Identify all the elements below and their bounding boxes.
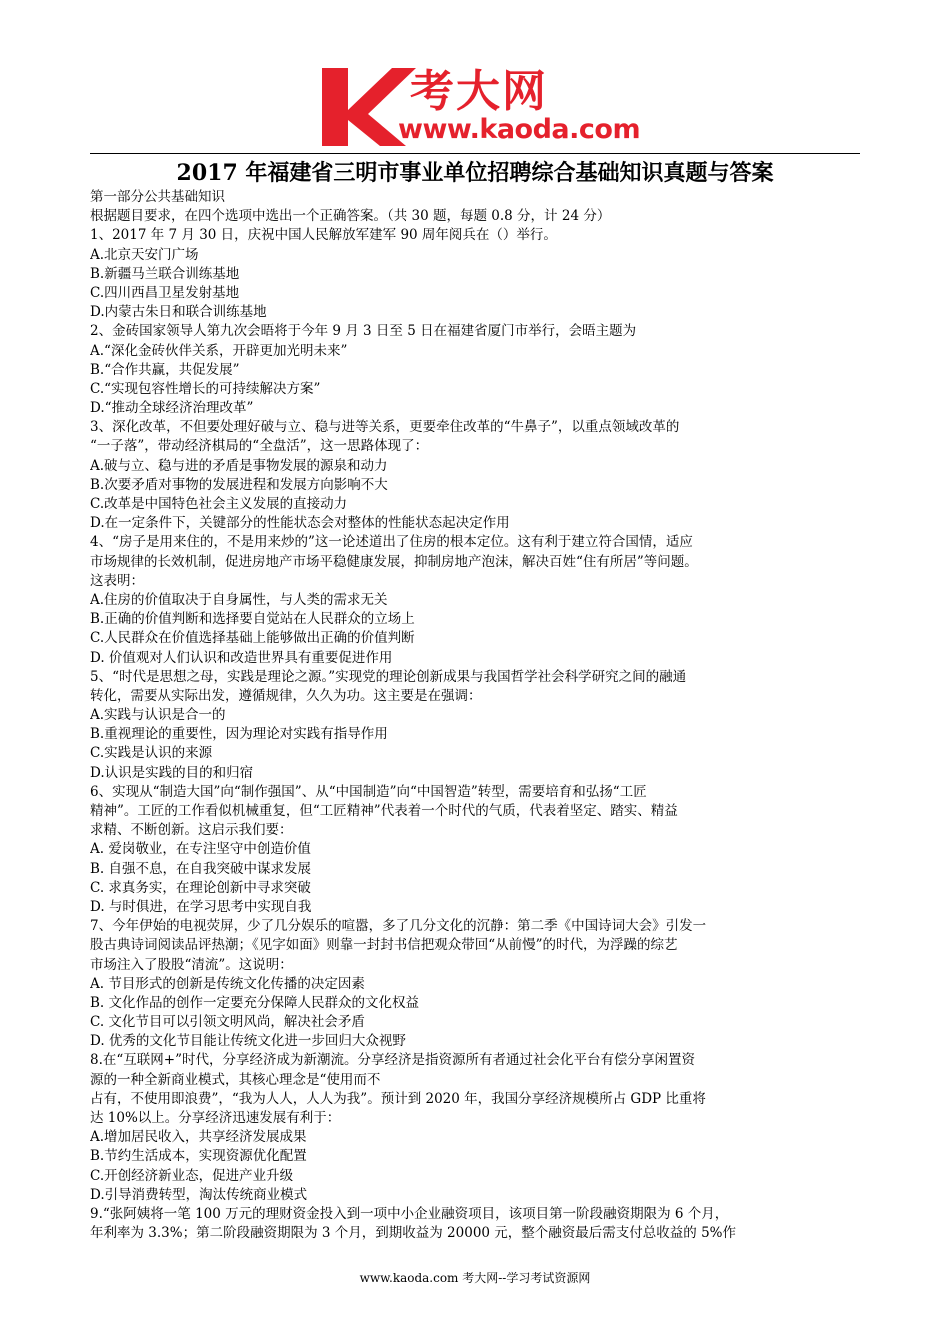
text-line: A. 爱岗敬业，在专注坚守中创造价值 (90, 841, 311, 858)
text-line: 6、实现从“制造大国”向“制作强国”、从“中国制造”向“中国智造”转型，需要培育和弘扬“工匠 (90, 783, 647, 800)
text-line: A.破与立、稳与进的矛盾是事物发展的源泉和动力 (90, 457, 388, 474)
text-line: C.开创经济新业态，促进产业升级 (90, 1167, 294, 1184)
text-line: 2、金砖国家领导人第九次会晤将于今年 9 月 3 日至 5 日在福建省厦门市举行，会晤主题为 (90, 323, 637, 340)
text-line: 股古典诗词阅读品评热潮；《见字如面》则靠一封封书信把观众带回“从前慢”的时代，为浮躁的综艺 (90, 937, 678, 954)
text-line: C.实践是认识的来源 (90, 745, 213, 762)
text-line: B.节约生活成本，实现资源优化配置 (90, 1148, 307, 1165)
text-line: D.引导消费转型，淘汰传统商业模式 (90, 1186, 308, 1203)
page-footer: www.kaoda.com 考大网--学习考试资源网 (359, 1271, 591, 1285)
text-line: 源的一种全新商业模式，其核心理念是“使用而不 (90, 1071, 381, 1088)
text-line: D.在一定条件下，关键部分的性能状态会对整体的性能状态起决定作用 (90, 515, 510, 532)
text-line: B.次要矛盾对事物的发展进程和发展方向影响不大 (90, 476, 388, 493)
text-line: 求精、不断创新。这启示我们要： (90, 822, 293, 839)
text-line: 精神”。工匠的工作看似机械重复，但“工匠精神”代表着一个时代的气质，代表着坚定、踏实、精益 (90, 803, 678, 819)
text-line: 1、2017 年 7 月 30 日，庆祝中国人民解放军建军 90 周年阅兵在（）举行。 (90, 227, 557, 244)
text-line: C. 文化节目可以引领文明风尚，解决社会矛盾 (90, 1014, 365, 1031)
text-line: A.住房的价值取决于自身属性，与人类的需求无关 (90, 591, 388, 608)
text-line: D. 优秀的文化节目能让传统文化进一步回归大众视野 (90, 1033, 406, 1050)
text-line: D.认识是实践的目的和归宿 (90, 764, 254, 781)
text-line: 第一部分公共基础知识 (90, 189, 225, 205)
text-line: B.“合作共赢，共促发展” (90, 361, 240, 378)
text-line: A.“深化金砖伙伴关系，开辟更加光明未来” (90, 342, 348, 359)
text-line: A.实践与认识是合一的 (90, 707, 226, 724)
text-line: C.人民群众在价值选择基础上能够做出正确的价值判断 (90, 630, 415, 647)
text-line: 市场注入了股股“清流”。这说明： (90, 956, 293, 973)
text-line: A.增加居民收入，共享经济发展成果 (90, 1129, 307, 1146)
text-line: B.新疆马兰联合训练基地 (90, 265, 240, 282)
logo-brand-name: 考大网 (410, 66, 548, 117)
text-line: 达 10%以上。分享经济迅速发展有利于： (90, 1110, 341, 1126)
text-line: B.重视理论的重要性，因为理论对实践有指导作用 (90, 726, 388, 743)
text-line: D.“推动全球经济治理改革” (90, 400, 254, 417)
text-line: “一子落”，带动经济棋局的“全盘活”，这一思路体现了： (90, 438, 429, 455)
text-line: B.正确的价值判断和选择要自觉站在人民群众的立场上 (90, 611, 415, 628)
text-line: D. 价值观对人们认识和改造世界具有重要促进作用 (90, 649, 393, 666)
text-line: 根据题目要求，在四个选项中选出一个正确答案。（共 30 题，每题 0.8 分，计 24 分） (90, 208, 611, 225)
text-line: 7、今年伊始的电视荧屏，少了几分娱乐的喧嚣，多了几分文化的沉静：第二季《中国诗词大会》引发一 (90, 918, 707, 935)
text-line: 3、深化改革，不但要处理好破与立、稳与进等关系，更要牵住改革的“牛鼻子”，以重点领域改革的 (90, 419, 680, 436)
kaoda-logo (318, 66, 648, 148)
text-line: A. 节目形式的创新是传统文化传播的决定因素 (90, 975, 365, 992)
document-body (90, 188, 865, 1243)
text-line: B. 自强不息，在自我突破中谋求发展 (90, 860, 312, 877)
text-line: C.“实现包容性增长的可持续解决方案” (90, 380, 321, 397)
text-line: D.内蒙古朱日和联合训练基地 (90, 304, 267, 321)
header-divider (90, 153, 860, 154)
text-line: C.四川西昌卫星发射基地 (90, 284, 240, 301)
text-line: 市场规律的长效机制，促进房地产市场平稳健康发展，抑制房地产泡沫，解决百姓“住有所居”等问题。 (90, 553, 698, 570)
text-line: C.改革是中国特色社会主义发展的直接动力 (90, 496, 348, 512)
text-line: 年利率为 3.3%；第二阶段融资期限为 3 个月，到期收益为 20000 元，整个融资最后需支付总收益的 5%作 (90, 1225, 736, 1242)
text-line: 这表明： (90, 572, 144, 589)
text-line: 9.“张阿姨将一笔 100 万元的理财资金投入到一项中小企业融资项目，该项目第一阶段融资期限为 6 个月， (90, 1205, 729, 1222)
text-line: B. 文化作品的创作一定要充分保障人民群众的文化权益 (90, 994, 420, 1011)
text-line: D. 与时俱进，在学习思考中实现自我 (90, 898, 312, 915)
text-line: 5、“时代是思想之母，实践是理论之源。”实现党的理论创新成果与我国哲学社会科学研究之间的融通 (90, 668, 687, 685)
document-title: 2017 年福建省三明市事业单位招聘综合基础知识真题与答案 (176, 160, 774, 186)
text-line: 转化，需要从实际出发，遵循规律，久久为功。这主要是在强调： (90, 687, 482, 704)
text-line: 8.在“互联网+”时代，分享经济成为新潮流。分享经济是指资源所有者通过社会化平台有偿分享闲置资 (90, 1052, 695, 1069)
text-line: 4、“房子是用来住的，不是用来炒的”这一论述道出了住房的根本定位。这有利于建立符合国情，适应 (90, 534, 693, 551)
text-line: 占有，不使用即浪费”，“我为人人，人人为我”。预计到 2020 年，我国分享经济规模所占 GDP 比重将 (90, 1090, 706, 1107)
text-line: A.北京天安门广场 (90, 246, 199, 263)
text-line: C. 求真务实，在理论创新中寻求突破 (90, 879, 311, 896)
logo-brand-url: www.kaoda.com (398, 114, 641, 145)
